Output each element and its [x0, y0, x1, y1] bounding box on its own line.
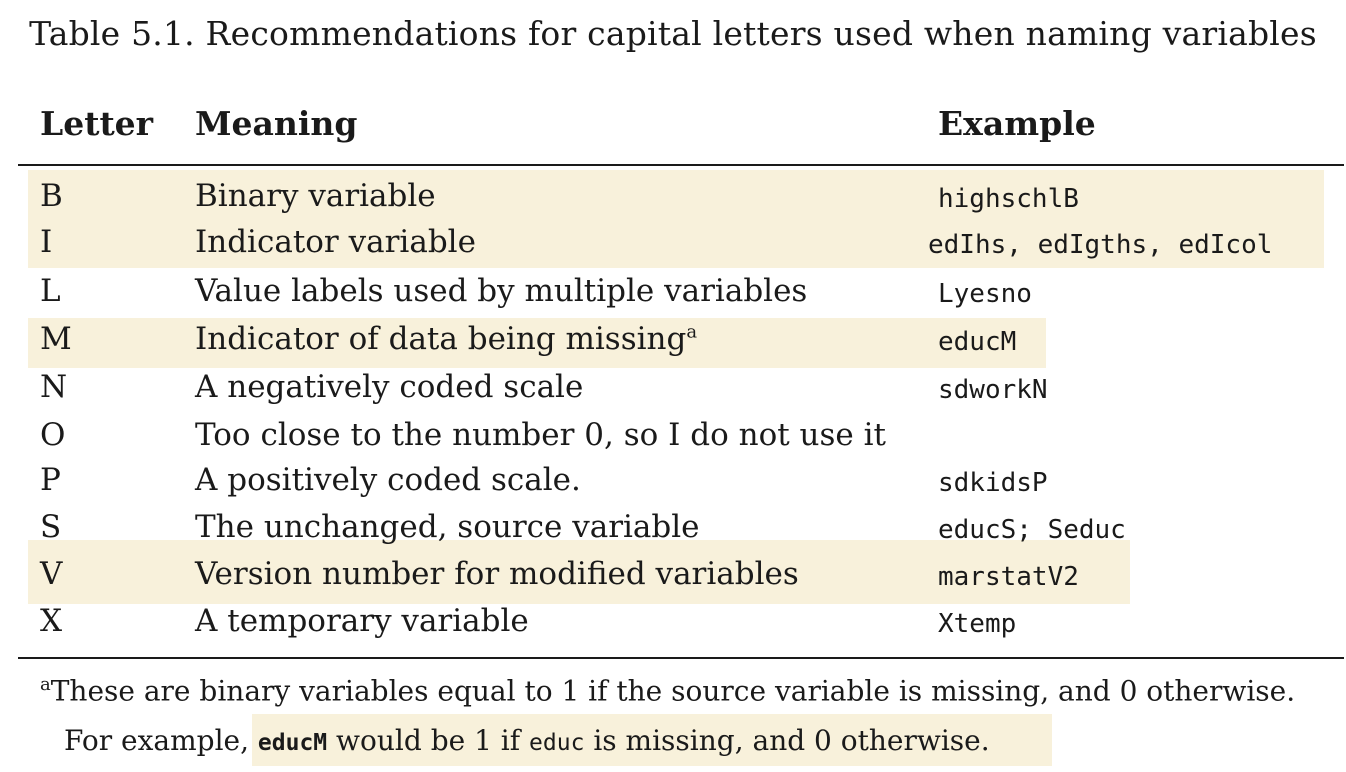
cell-meaning: The unchanged, source variable [195, 509, 700, 545]
cell-meaning: A negatively coded scale [195, 369, 584, 405]
cell-example: sdworkN [938, 375, 1048, 405]
cell-meaning: A positively coded scale. [195, 462, 581, 498]
cell-example: edIhs, edIgths, edIcol [928, 230, 1273, 260]
cell-meaning: Too close to the number 0, so I do not use it [195, 417, 886, 453]
cell-letter: M [40, 321, 72, 357]
footnote-code-educm: educM [257, 730, 328, 756]
footnote-line-1 [40, 674, 1295, 707]
cell-meaning: Binary variable [195, 178, 436, 214]
cell-letter: O [40, 417, 66, 453]
cell-meaning: Version number for modified variables [195, 556, 799, 592]
table-caption: Table 5.1. Recommendations for capital letters used when naming variables [29, 14, 1317, 53]
footnote-marker: a [40, 674, 51, 695]
cell-letter: P [40, 462, 61, 498]
cell-meaning: Value labels used by multiple variables [195, 273, 808, 309]
cell-letter: S [40, 509, 62, 545]
cell-letter: X [40, 603, 63, 639]
cell-example: sdkidsP [938, 468, 1048, 498]
cell-letter: V [40, 556, 63, 592]
header-example: Example [938, 104, 1096, 143]
footnote-text-2b: would be 1 if [327, 724, 530, 757]
footnote-text-2a: For example, [64, 724, 258, 757]
cell-meaning: Indicator variable [195, 224, 476, 260]
cell-example: highschlB [938, 184, 1079, 214]
cell-example: marstatV2 [938, 562, 1079, 592]
cell-example: educM [938, 327, 1017, 357]
footnote-text-2c: is missing, and 0 otherwise. [584, 724, 990, 757]
cell-letter: B [40, 178, 63, 214]
cell-letter: N [40, 369, 68, 405]
header-letter: Letter [40, 104, 154, 143]
footnote-ref: a [686, 321, 698, 343]
bottom-rule [18, 657, 1344, 659]
cell-example: educS; Seduc [938, 515, 1126, 545]
cell-meaning: A temporary variable [195, 603, 529, 639]
cell-example: Xtemp [938, 609, 1017, 639]
footnote-text-1: These are binary variables equal to 1 if the source variable is missing, and 0 otherwise. [50, 674, 1296, 708]
cell-meaning-text: Indicator of data being missing [195, 321, 687, 357]
header-rule [18, 164, 1344, 166]
cell-letter: I [40, 224, 53, 260]
header-meaning: Meaning [195, 104, 358, 143]
cell-letter: L [40, 273, 61, 309]
cell-example: Lyesno [938, 279, 1032, 309]
footnote-line-2 [64, 724, 990, 757]
cell-meaning [195, 321, 697, 357]
footnote-code-educ: educ [529, 730, 585, 756]
